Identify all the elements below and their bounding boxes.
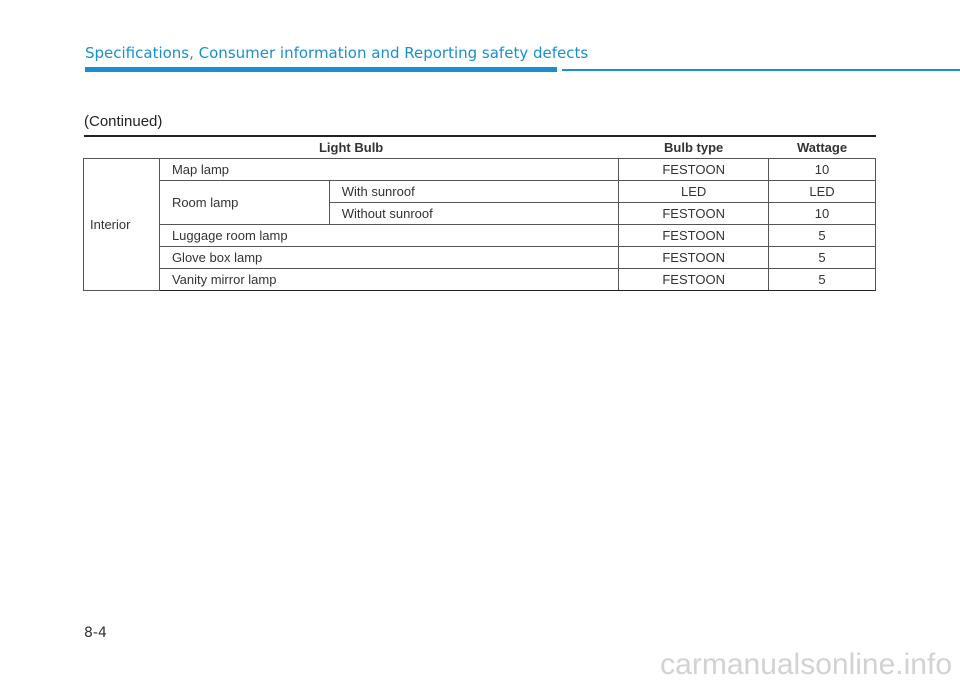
bulb-type-cell: FESTOON xyxy=(619,159,769,181)
wattage-cell: 10 xyxy=(769,159,876,181)
column-header-wattage: Wattage xyxy=(769,136,876,159)
item-cell: Room lamp xyxy=(159,181,329,225)
header-rule-thin xyxy=(562,69,960,71)
bulb-type-cell: FESTOON xyxy=(619,203,769,225)
wattage-cell: 10 xyxy=(769,203,876,225)
item-cell: Map lamp xyxy=(159,159,618,181)
table-row xyxy=(84,269,876,291)
table-row xyxy=(84,159,876,181)
continued-label: (Continued) xyxy=(84,113,163,130)
wattage-cell: 5 xyxy=(769,225,876,247)
wattage-cell: LED xyxy=(769,181,876,203)
column-header-bulb-type: Bulb type xyxy=(619,136,769,159)
column-header-light-bulb: Light Bulb xyxy=(84,136,619,159)
item-cell: Vanity mirror lamp xyxy=(159,269,618,291)
bulb-type-cell: FESTOON xyxy=(619,247,769,269)
bulb-type-cell: LED xyxy=(619,181,769,203)
item-cell: Glove box lamp xyxy=(159,247,618,269)
table-row xyxy=(84,225,876,247)
wattage-cell: 5 xyxy=(769,269,876,291)
wattage-cell: 5 xyxy=(769,247,876,269)
table-row xyxy=(84,247,876,269)
item-cell: Luggage room lamp xyxy=(159,225,618,247)
bulb-type-cell: FESTOON xyxy=(619,225,769,247)
header-rule-thick xyxy=(85,67,557,72)
table-header-row xyxy=(84,136,876,159)
page-number: 8-4 xyxy=(84,625,107,641)
bulb-type-cell: FESTOON xyxy=(619,269,769,291)
section-title: Specifications, Consumer information and Reporting safety defects xyxy=(85,44,589,62)
group-cell-interior: Interior xyxy=(84,159,160,291)
variant-cell: Without sunroof xyxy=(329,203,619,225)
bulb-specs-table xyxy=(83,135,876,291)
variant-cell: With sunroof xyxy=(329,181,619,203)
watermark: carmanualsonline.info xyxy=(660,648,952,681)
table-row xyxy=(84,181,876,203)
